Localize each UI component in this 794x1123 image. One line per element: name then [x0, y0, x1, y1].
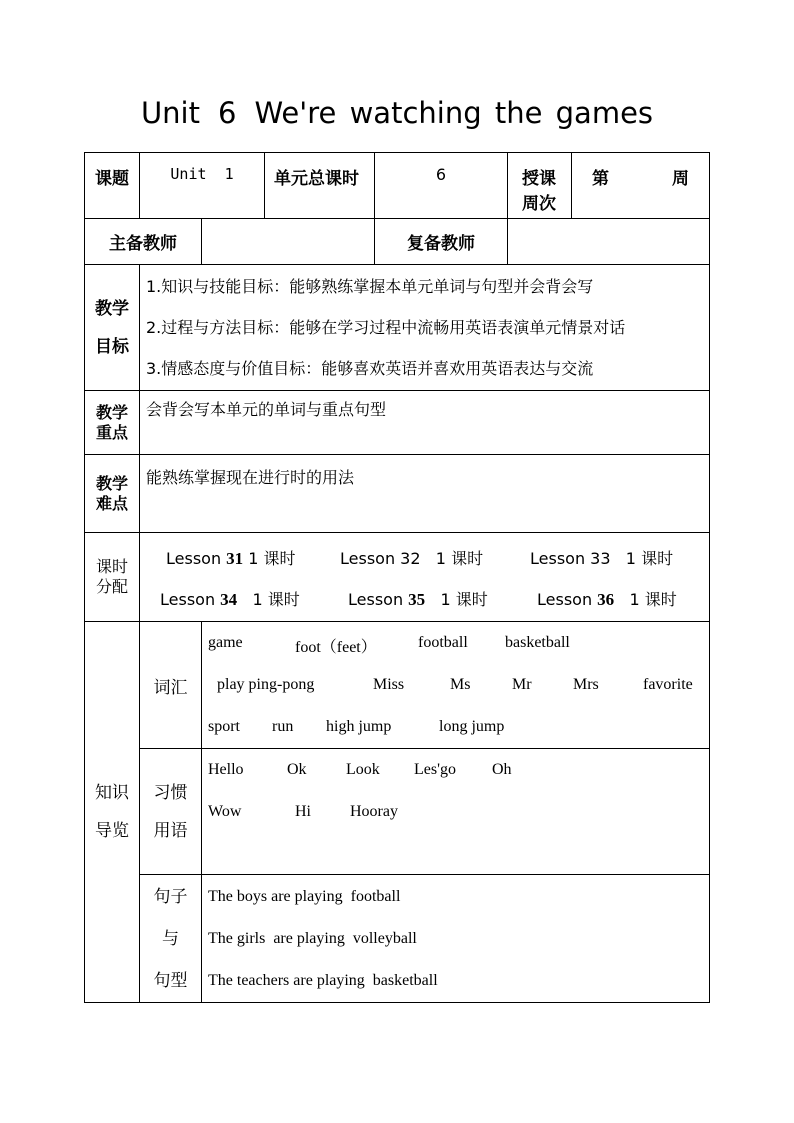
phrases-row: [85, 749, 710, 875]
week-cell: [572, 153, 710, 219]
key-points-label-line: 教学: [95, 402, 128, 422]
difficulties-content: [140, 455, 710, 533]
lesson-plan-table: [84, 152, 710, 1003]
goals-row: [85, 265, 710, 391]
phrase-word: Look: [346, 761, 380, 778]
sentences-label: [140, 875, 202, 1003]
key-points-text: 会背会写本单元的单词与重点句型: [146, 400, 387, 419]
lesson-row: [140, 577, 709, 618]
vocab-line: [202, 622, 709, 664]
vocab-word: play ping-pong: [217, 676, 315, 693]
phrases-label-line: 用语: [153, 820, 188, 841]
topic-value: Unit 1: [140, 153, 265, 219]
lesson-row: [140, 536, 709, 577]
sentences-content: [202, 875, 710, 1003]
review-teacher-value: [508, 219, 710, 265]
unit-hours-label: 单元总课时: [265, 153, 375, 219]
page-title: [0, 96, 794, 130]
knowledge-label: [85, 622, 140, 1003]
phrases-label: [140, 749, 202, 875]
sentences-label-line: 与: [162, 928, 179, 949]
vocab-word: football: [418, 634, 468, 651]
topic-label: 课题: [85, 153, 140, 219]
vocab-word: Mrs: [573, 676, 599, 693]
vocab-word: foot（feet）: [295, 639, 377, 656]
goals-label: [85, 265, 140, 391]
goal-item: 2.过程与方法目标：能够在学习过程中流畅用英语表演单元情景对话: [146, 318, 626, 337]
goal-item: 3.情感态度与价值目标：能够喜欢英语并喜欢用英语表达与交流: [146, 359, 594, 378]
week-prefix: 第: [592, 169, 609, 189]
key-points-row: [85, 391, 710, 455]
knowledge-label-line: 导览: [95, 821, 129, 841]
schedule-content: [140, 533, 710, 622]
vocab-word: sport: [208, 718, 240, 735]
title-name: We're watching the games: [254, 96, 654, 130]
vocab-word: basketball: [505, 634, 570, 651]
vocab-word: favorite: [643, 676, 693, 693]
vocab-word: Miss: [373, 676, 405, 693]
teacher-row: [85, 219, 710, 265]
lesson-item: Lesson 33 1 课时: [530, 549, 674, 568]
vocab-word: game: [208, 634, 243, 651]
key-points-label-line: 重点: [95, 422, 128, 442]
difficulties-row: [85, 455, 710, 533]
vocab-content: [202, 622, 710, 749]
knowledge-label-line: 知识: [95, 783, 129, 803]
lesson-item: Lesson 34 1 课时: [160, 590, 300, 609]
title-unit: Unit: [140, 96, 200, 130]
lesson-item: Lesson 35 1 课时: [348, 590, 488, 609]
sentence-line: The girls are playing volleyball: [208, 929, 417, 947]
key-points-label: [85, 391, 140, 455]
unit-hours-value: 6: [375, 153, 508, 219]
goal-item: 1.知识与技能目标：能够熟练掌握本单元单词与句型并会背会写: [146, 277, 594, 296]
vocab-line: [202, 664, 709, 706]
sentences-label-line: 句型: [153, 970, 188, 991]
sentences-row: [85, 875, 710, 1003]
review-teacher-label: 复备教师: [375, 219, 508, 265]
vocab-word: long jump: [439, 718, 505, 735]
week-label: 授课周次: [508, 153, 572, 219]
phrase-word: Ok: [287, 761, 307, 778]
vocab-word: Ms: [450, 676, 471, 693]
schedule-label-line: 分配: [95, 577, 128, 596]
sentence-line: The teachers are playing basketball: [208, 971, 438, 989]
schedule-label-line: 课时: [95, 557, 128, 576]
lesson-item: Lesson 32 1 课时: [340, 549, 484, 568]
lesson-item: Lesson 31 1 课时: [166, 549, 296, 568]
phrase-word: Les'go: [414, 761, 456, 778]
goals-label-line: 目标: [95, 336, 129, 357]
phrase-word: Hi: [295, 803, 311, 820]
main-teacher-label: 主备教师: [85, 219, 202, 265]
vocab-row: [85, 622, 710, 749]
goals-label-line: 教学: [95, 298, 129, 319]
sentences-label-line: 句子: [153, 886, 188, 907]
phrase-word: Hooray: [350, 803, 398, 820]
sentence-line: The boys are playing football: [208, 887, 401, 905]
schedule-label: [85, 533, 140, 622]
week-suffix: 周: [672, 169, 689, 189]
phrase-line: [202, 749, 709, 791]
vocab-line: [202, 706, 709, 748]
phrase-line: [202, 791, 709, 833]
vocab-word: high jump: [326, 718, 392, 735]
phrases-content: [202, 749, 710, 875]
vocab-label: 词汇: [140, 622, 202, 749]
title-number: 6: [218, 96, 237, 130]
vocab-word: Mr: [512, 676, 532, 693]
phrase-word: Hello: [208, 761, 244, 778]
phrase-word: Oh: [492, 761, 512, 778]
difficulties-label-line: 难点: [95, 493, 128, 513]
main-teacher-value: [202, 219, 375, 265]
phrases-label-line: 习惯: [153, 782, 188, 803]
vocab-word: run: [272, 718, 294, 735]
phrase-word: Wow: [208, 803, 242, 820]
difficulties-text: 能熟练掌握现在进行时的用法: [146, 468, 355, 487]
lesson-item: Lesson 36 1 课时: [537, 590, 677, 609]
goals-content: [140, 265, 710, 391]
difficulties-label-line: 教学: [95, 473, 128, 493]
difficulties-label: [85, 455, 140, 533]
schedule-row: [85, 533, 710, 622]
header-row: [85, 153, 710, 219]
key-points-content: [140, 391, 710, 455]
